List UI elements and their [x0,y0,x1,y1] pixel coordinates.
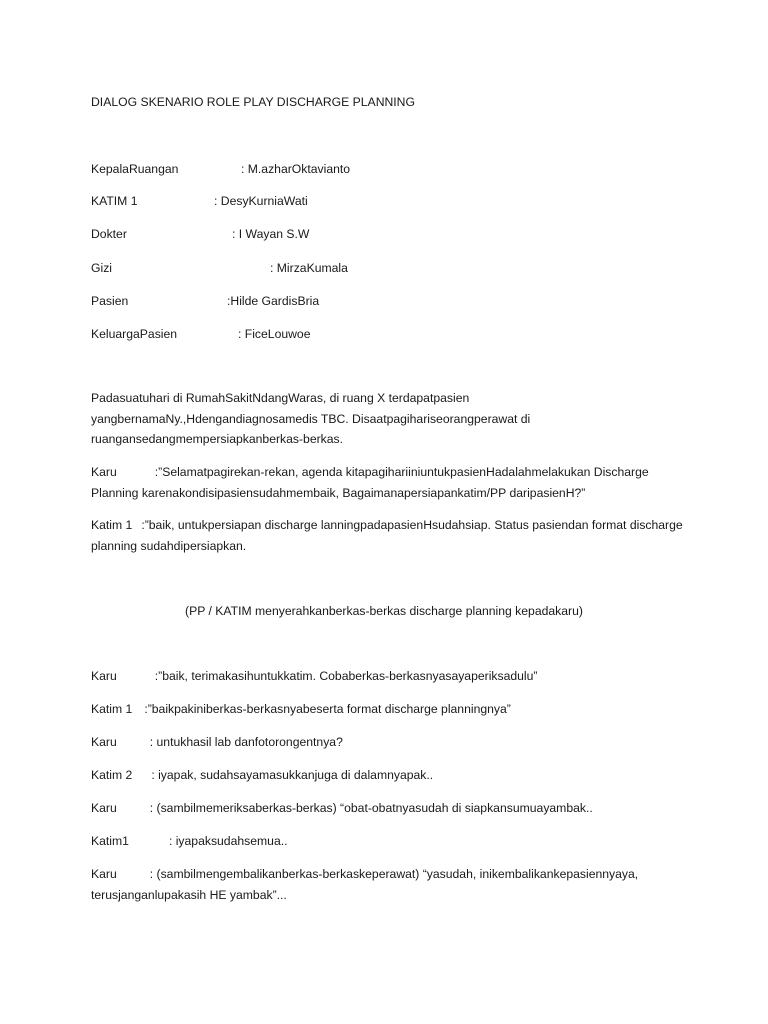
dialog-line-katim1-2 [91,699,691,720]
speaker: Katim 2 [91,768,133,782]
role-label: KATIM 1 [91,194,138,208]
speaker: Karu [91,465,117,479]
role-row-dokter [91,224,310,244]
speaker: Katim1 [91,834,129,848]
role-label: Dokter [91,227,127,241]
utterance: :”baik, untukpersiapan discharge lanningpadapasienHsudahsiap. Status pasiendan format discharge planning sudahdipersiapkan. [91,518,683,553]
dialog-line-katim1-3 [91,831,691,852]
role-label: Gizi [91,261,112,275]
utterance: :”baik, terimakasihuntukkatim. Cobaberkas-berkasnyasayaperiksadulu” [154,669,538,683]
role-name: : I Wayan S.W [232,227,310,241]
document-title: DIALOG SKENARIO ROLE PLAY DISCHARGE PLANNING [91,95,415,109]
dialog-line-katim2 [91,765,691,786]
stage-direction: (PP / KATIM menyerahkanberkas-berkas discharge planning kepadakaru) [185,604,583,618]
role-row-gizi [91,258,348,278]
role-row-keluarga-pasien [91,324,311,344]
role-label: KeluargaPasien [91,327,178,341]
dialog-line-karu-3 [91,732,691,753]
speaker: Katim 1 [91,702,133,716]
utterance: : iyapak, sudahsayamasukkanjuga di dalamnyapak.. [151,768,434,782]
dialog-line-karu-4 [91,798,691,819]
role-row-pasien [91,291,320,311]
utterance: :”baikpakiniberkas-berkasnyabeserta format discharge planningnya” [144,702,511,716]
role-label: KepalaRuangan [91,162,179,176]
role-name: : DesyKurniaWati [214,194,308,208]
utterance: :”Selamatpagirekan-rekan, agenda kitapagihariiniuntukpasienHadalahmelakukan Discharge Planning karenakondisipasiensudahmembaik, Bagaimanapersiapankatim/PP daripasienH?” [91,465,649,500]
speaker: Karu [91,669,117,683]
intro-paragraph: Padasuatuhari di RumahSakitNdangWaras, di ruang X terdapatpasien yangbernamaNy.,Hdengandiagnosamedis TBC. Disaatpagihariseorangperawat di ruangansedangmempersiapkanberkas-berkas. [91,391,531,446]
dialog-line-karu-1 [91,462,691,503]
role-name: : M.azharOktavianto [241,162,351,176]
role-name: : MirzaKumala [270,261,348,275]
dialog-line-karu-5 [91,864,691,905]
role-row-katim-1 [91,191,308,211]
utterance: : (sambilmemeriksaberkas-berkas) “obat-obatnyasudah di siapkansumuayambak.. [149,801,593,815]
dialog-line-karu-2 [91,666,691,687]
role-name: : FiceLouwoe [238,327,311,341]
role-row-kepala-ruangan [91,159,351,179]
speaker: Karu [91,801,117,815]
utterance: : iyapaksudahsemua.. [168,834,288,848]
role-label: Pasien [91,294,129,308]
utterance: : untukhasil lab danfotorongentnya? [149,735,343,749]
speaker: Karu [91,735,117,749]
utterance: : (sambilmengembalikanberkas-berkaskeperawat) “yasudah, inikembalikankepasiennyaya, terusjanganlupakasih HE yambak”... [91,867,639,902]
role-name: :Hilde GardisBria [227,294,320,308]
speaker: Karu [91,867,117,881]
dialog-line-katim1-1 [91,515,691,556]
speaker: Katim 1 [91,518,133,532]
